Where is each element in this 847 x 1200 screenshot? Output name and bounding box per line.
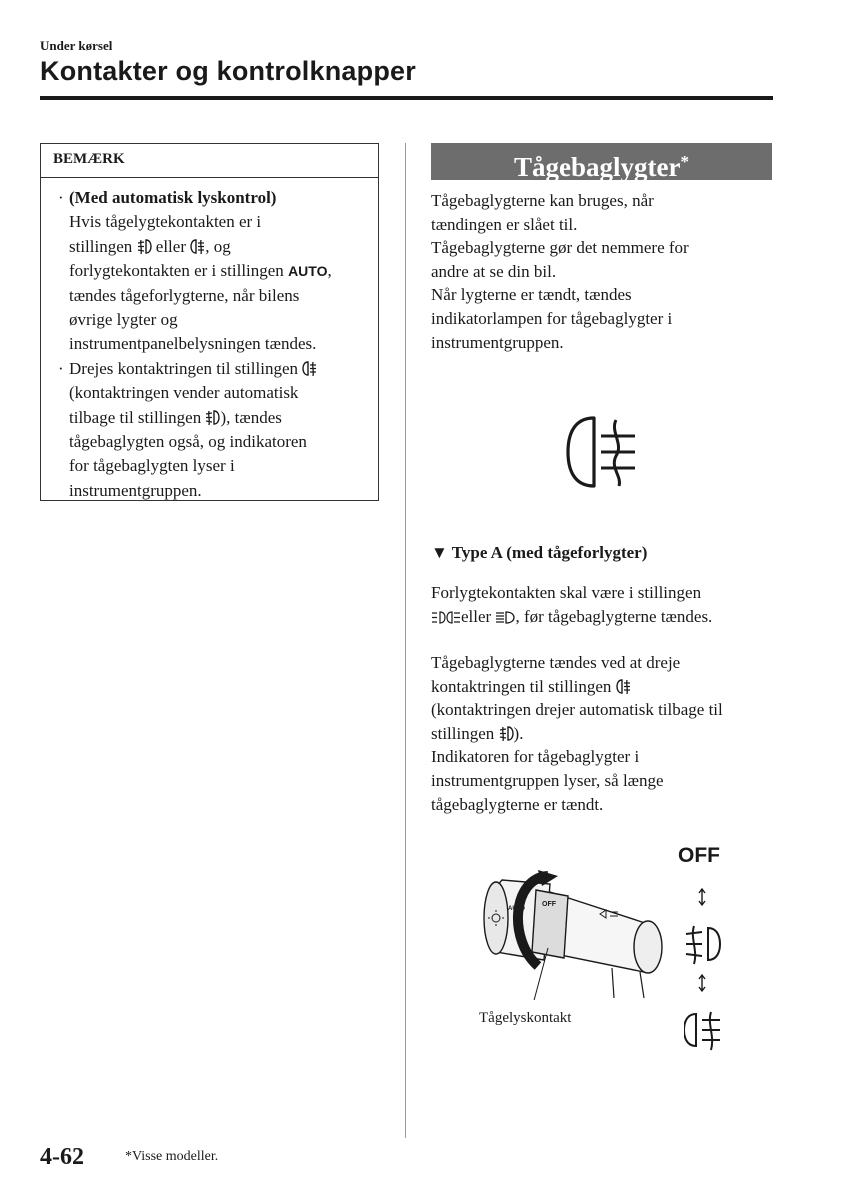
note-line: (kontaktringen vender automatisk [69, 383, 299, 403]
rear-fog-light-icon [302, 360, 317, 377]
intro-line: andre at se din bil. [431, 261, 557, 281]
note-list [41, 178, 378, 503]
rear-fog-light-icon [684, 1012, 720, 1050]
note-box [40, 143, 379, 501]
para-line: (kontaktringen drejer automatisk tilbage til [431, 700, 723, 720]
note-line: forlygtekontakten er i stillingen AUTO, [69, 261, 332, 281]
note-item-heading: (Med automatisk lyskontrol) [69, 188, 277, 207]
knob-auto-label: AUTO [508, 906, 525, 912]
note-line: øvrige lygter og [69, 310, 178, 330]
para-line: tågebaglygterne er tændt. [431, 794, 604, 814]
type-a-paragraph [431, 581, 776, 628]
section-label: Under kørsel [40, 38, 113, 53]
bullet: · [58, 188, 64, 207]
intro-line: Når lygterne er tændt, tændes [431, 285, 632, 305]
note-line: tilbage til stillingen ), tændes [69, 407, 282, 427]
para-line: eller , før tågebaglygterne tændes. [431, 605, 776, 629]
intro-line: instrumentgruppen. [431, 332, 564, 352]
switch-positions-diagram [684, 886, 724, 1052]
intro-paragraph [431, 189, 776, 354]
section-title-banner [431, 143, 772, 180]
column-divider [405, 143, 406, 1138]
bullet: · [58, 358, 64, 378]
auto-label: AUTO [288, 263, 328, 280]
note-line: instrumentpanelbelysningen tændes. [69, 334, 317, 354]
note-line: Drejes kontaktringen til stillingen [69, 357, 370, 381]
page-title: Kontakter og kontrolknapper [40, 56, 416, 86]
intro-line: Tågebaglygterne gør det nemmere for [431, 238, 689, 258]
para-line: Forlygtekontakten skal være i stillingen [431, 583, 702, 602]
rear-fog-light-icon [190, 238, 205, 255]
para-line: stillingen ). [431, 723, 524, 743]
triangle-marker-icon: ▼ [431, 543, 448, 562]
note-line: instrumentgruppen. [69, 480, 202, 500]
operation-paragraph [431, 651, 776, 816]
type-a-heading: ▼ Type A (med tågeforlygter) [431, 543, 648, 562]
note-line: tændes tågeforlygterne, når bilens [69, 285, 300, 305]
note-line: tågebaglygten også, og indikatoren [69, 432, 307, 452]
headlight-icon [495, 610, 515, 625]
fog-switch-caption: Tågelyskontakt [479, 1010, 572, 1026]
front-fog-light-icon [205, 409, 220, 426]
section-title: Tågebaglygter [514, 152, 681, 182]
rear-fog-light-icon [616, 678, 631, 695]
note-line: Hvis tågelygtekontakten er i [69, 212, 262, 232]
note-item-rear-fog [58, 357, 370, 503]
intro-line: indikatorlampen for tågebaglygter i [431, 308, 673, 328]
front-fog-light-icon [499, 725, 514, 742]
ring-off-label: OFF [542, 901, 556, 908]
model-footnote-mark: * [680, 152, 689, 171]
note-line: stillingen eller , og [69, 236, 231, 256]
front-fog-light-icon [686, 926, 720, 964]
front-fog-light-icon [137, 238, 152, 255]
note-title: BEMÆRK [41, 144, 378, 178]
rear-fog-indicator-icon [564, 414, 640, 490]
parking-light-icon [431, 610, 461, 625]
intro-line: tændingen er slået til. [431, 214, 578, 234]
para-line: kontaktringen til stillingen [431, 675, 776, 699]
para-line: Indikatoren for tågebaglygter i [431, 747, 640, 767]
off-position-label: OFF [678, 844, 720, 867]
intro-line: Tågebaglygterne kan bruges, når [431, 191, 654, 210]
light-switch-illustration [472, 840, 672, 1000]
para-line: Tågebaglygterne tændes ved at dreje [431, 653, 681, 672]
note-item-auto-light [58, 186, 370, 357]
footnote: *Visse modeller. [125, 1149, 219, 1164]
page-number: 4-62 [40, 1144, 84, 1170]
note-line: for tågebaglygten lyser i [69, 456, 235, 476]
para-line: instrumentgruppen lyser, så længe [431, 770, 664, 790]
heading-rule [40, 96, 773, 100]
